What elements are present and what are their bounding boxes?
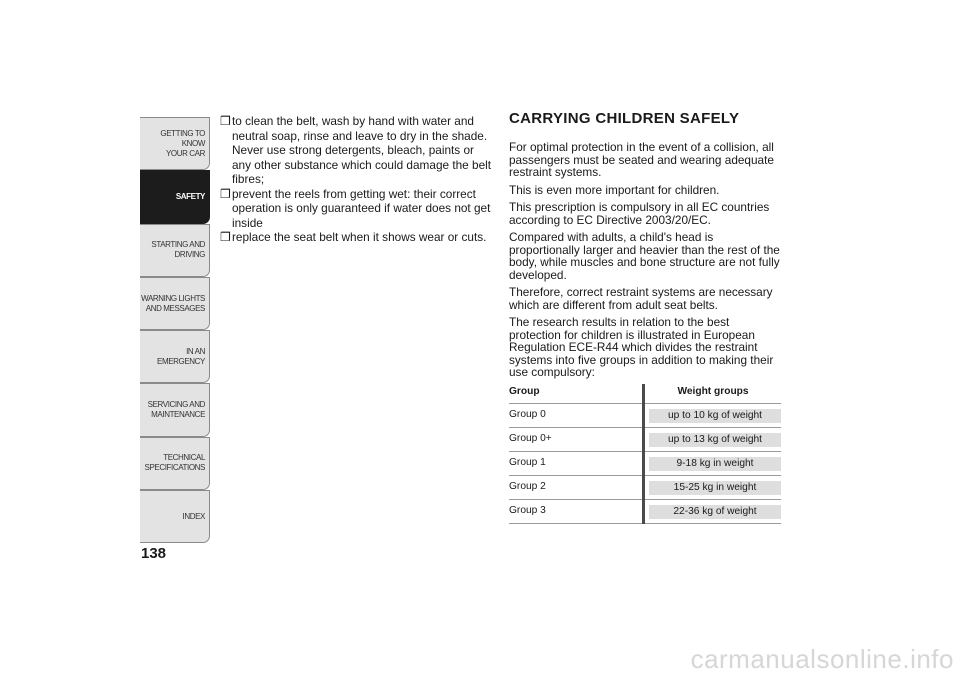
table-row <box>509 476 781 500</box>
checkbox-bullet-icon: ❒ <box>220 186 231 201</box>
section-heading: CARRYING CHILDREN SAFELY <box>509 110 740 127</box>
tab-starting-driving[interactable]: STARTING AND DRIVING <box>140 224 210 277</box>
weight-cell <box>644 476 782 500</box>
paragraph: Therefore, correct restraint systems are necessary which are different from adult seat belts. <box>509 285 773 312</box>
chapter-tabs <box>140 117 210 543</box>
list-item <box>220 114 495 187</box>
watermark: carmanualsonline.info <box>690 644 954 674</box>
weight-value: 22-36 kg of weight <box>649 505 781 519</box>
weight-value: 15-25 kg in weight <box>649 481 781 495</box>
paragraph: This is even more important for children. <box>509 182 720 197</box>
table-row <box>509 452 781 476</box>
group-cell: Group 2 <box>509 476 644 500</box>
weight-value: up to 13 kg of weight <box>649 433 781 447</box>
group-cell: Group 0+ <box>509 428 644 452</box>
tab-index[interactable]: INDEX <box>140 490 210 543</box>
weight-cell <box>644 452 782 476</box>
column-header-group: Group <box>509 385 540 397</box>
page-number: 138 <box>141 545 167 562</box>
table-row <box>509 500 781 524</box>
tab-warning-lights[interactable]: WARNING LIGHTS AND MESSAGES <box>140 277 210 330</box>
weight-value: 9-18 kg in weight <box>649 457 781 471</box>
paragraph: For optimal protection in the event of a collision, all passengers must be seated and wearing adequate restraint systems. <box>509 140 774 179</box>
tab-emergency[interactable]: IN AN EMERGENCY <box>140 330 210 383</box>
tab-safety[interactable]: SAFETY <box>140 170 210 223</box>
weight-groups-table <box>509 384 781 525</box>
bullet-text: replace the seat belt when it shows wear or cuts. <box>232 230 487 244</box>
bullet-text: to clean the belt, wash by hand with water and neutral soap, rinse and leave to dry in the shade. Never use strong detergents, bleach, paints or any other substance which could damage the belt fibres; <box>232 114 492 186</box>
checkbox-bullet-icon: ❒ <box>220 114 231 128</box>
table-row <box>509 428 781 452</box>
paragraph: Compared with adults, a child's head is proportionally larger and heavier than the rest of the body, while muscles and bone structure are not fully developed. <box>509 230 780 282</box>
group-cell: Group 1 <box>509 452 644 476</box>
weight-cell <box>644 404 782 428</box>
weight-cell <box>644 428 782 452</box>
table-header-row <box>509 384 781 404</box>
bullet-text: prevent the reels from getting wet: their correct operation is only guaranteed if water does not get inside <box>232 186 491 230</box>
right-column <box>509 110 783 524</box>
group-cell: Group 3 <box>509 500 644 524</box>
paragraph: The research results in relation to the best protection for children is illustrated in European Regulation ECE-R44 which divides the restraint systems into five groups in addition to making their use compulsory: <box>509 315 774 379</box>
left-column <box>220 114 495 245</box>
paragraph: This prescription is compulsory in all EC countries according to EC Directive 2003/20/EC. <box>509 200 770 227</box>
weight-cell <box>644 500 782 524</box>
column-header-weight: Weight groups <box>644 384 782 404</box>
tab-technical-specs[interactable]: TECHNICAL SPECIFICATIONS <box>140 437 210 490</box>
list-item <box>220 230 495 245</box>
tab-getting-to-know[interactable]: GETTING TO KNOW YOUR CAR <box>140 117 210 170</box>
tab-servicing[interactable]: SERVICING AND MAINTENANCE <box>140 383 210 436</box>
weight-value: up to 10 kg of weight <box>649 409 781 423</box>
table-row <box>509 404 781 428</box>
group-cell: Group 0 <box>509 404 644 428</box>
list-item <box>220 187 495 231</box>
checkbox-bullet-icon: ❒ <box>220 230 231 244</box>
